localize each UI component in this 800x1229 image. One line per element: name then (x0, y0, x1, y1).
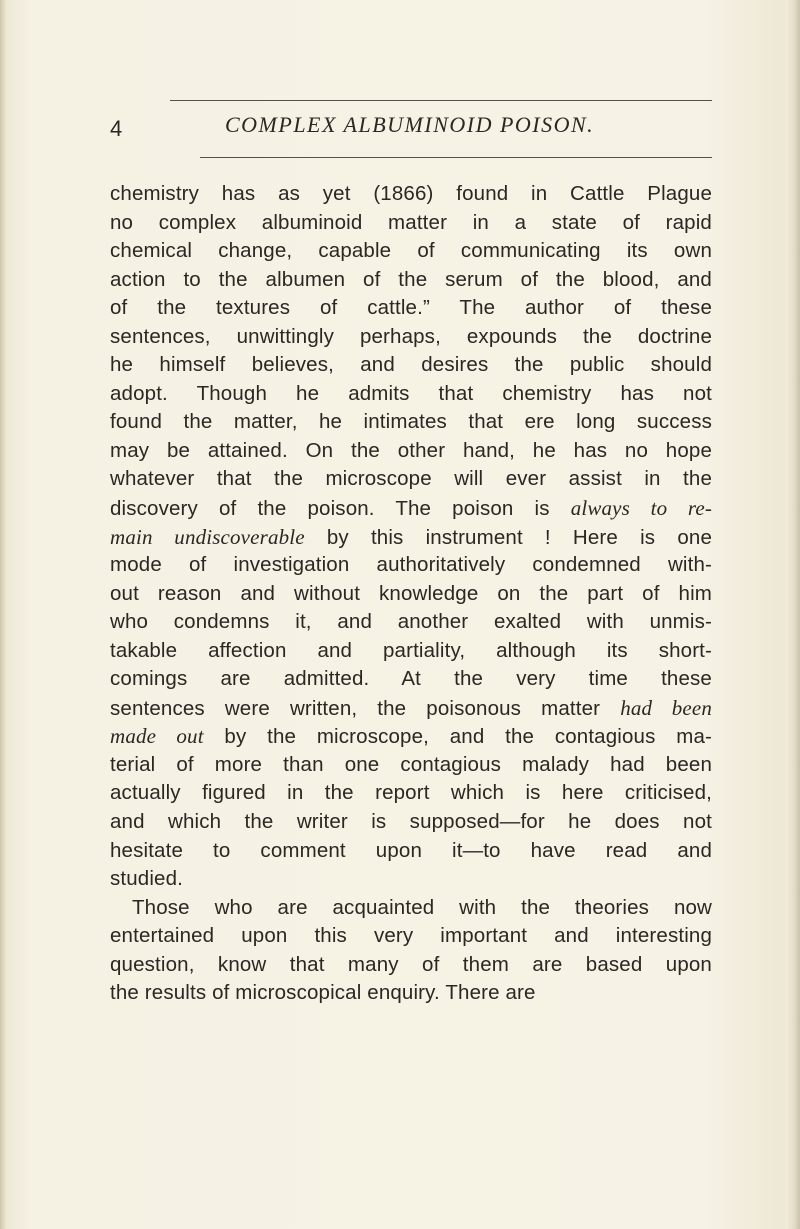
italic-run: main undiscoverable (110, 524, 305, 549)
header-rule-bottom (200, 157, 712, 158)
running-head: COMPLEX ALBUMINOID POISON. (225, 112, 595, 137)
text-line (110, 351, 712, 380)
text-line (110, 608, 712, 637)
text-run: no complex albuminoid matter in a state of rapid (110, 210, 712, 234)
body-text (110, 180, 712, 1008)
text-run: takable affection and partiality, although its short- (110, 638, 712, 662)
text-line (110, 979, 712, 1008)
page-number: 4 (110, 116, 123, 141)
paragraph (110, 894, 712, 1008)
text-run: actually figured in the report which is here criticised, (110, 781, 712, 805)
text-run: terial of more than one contagious malady had been (110, 752, 712, 776)
text-line (110, 380, 712, 409)
text-line (110, 779, 712, 808)
text-run: chemical change, capable of communicating its own (110, 239, 712, 263)
text-run: of the textures of cattle.” The author of these (110, 296, 712, 320)
text-run: by this instrument ! Here is one (304, 525, 712, 549)
text-run: comings are admitted. At the very time these (110, 667, 712, 691)
text-run: and which the writer is supposed—for he does not (110, 810, 712, 834)
italic-run: had been (620, 695, 712, 720)
text-run: sentences were written, the poisonous matter (110, 696, 621, 720)
text-run: Those who are acquainted with the theories now (132, 895, 712, 919)
text-run: who condemns it, and another exalted with unmis- (110, 610, 712, 634)
page-header (110, 112, 750, 142)
text-line (110, 580, 712, 609)
text-run: question, know that many of them are based upon (110, 952, 712, 976)
paragraph (110, 180, 712, 894)
text-run: the results of microscopical enquiry. There are (110, 981, 536, 1005)
text-run: by the microscope, and the contagious ma- (203, 725, 712, 749)
text-line (110, 523, 712, 552)
text-run: out reason and without knowledge on the part of him (110, 581, 712, 605)
page-left-edge (0, 0, 6, 1229)
text-run: discovery of the poison. The poison is (110, 497, 571, 521)
italic-run: always to re- (570, 496, 713, 521)
text-run: found the matter, he intimates that ere long success (110, 410, 712, 434)
text-run: adopt. Though he admits that chemistry has not (110, 381, 712, 405)
text-run: hesitate to comment upon it—to have read and (110, 838, 712, 862)
text-line (110, 294, 712, 323)
text-run: may be attained. On the other hand, he has no hope (110, 438, 712, 462)
text-line (110, 266, 712, 295)
text-line (110, 751, 712, 780)
text-run: whatever that the microscope will ever assist in the (110, 467, 712, 491)
text-run: studied. (110, 867, 183, 891)
text-line (110, 894, 712, 923)
text-line (110, 837, 712, 866)
text-line (110, 951, 712, 980)
text-run: he himself believes, and desires the public should (110, 353, 712, 377)
text-line (110, 494, 712, 523)
page-right-edge (786, 0, 800, 1229)
text-line (110, 637, 712, 666)
text-line (110, 323, 712, 352)
italic-run: made out (110, 724, 204, 749)
text-run: chemistry has as yet (1866) found in Cattle Plague (110, 182, 712, 205)
text-run: entertained upon this very important and interesting (110, 924, 712, 948)
text-line (110, 922, 712, 951)
header-rule-top (170, 100, 712, 101)
text-line (110, 465, 712, 494)
text-line (110, 209, 712, 238)
text-run: mode of investigation authoritatively condemned with- (110, 553, 712, 577)
text-line (110, 665, 712, 694)
text-line (110, 551, 712, 580)
text-line (110, 865, 712, 894)
text-line (110, 694, 712, 723)
text-run: action to the albumen of the serum of the blood, and (110, 267, 712, 291)
text-line (110, 180, 712, 209)
text-line (110, 237, 712, 266)
text-line (110, 808, 712, 837)
text-line (110, 437, 712, 466)
text-line (110, 408, 712, 437)
text-run: sentences, unwittingly perhaps, expounds the doctrine (110, 324, 712, 348)
text-line (110, 722, 712, 751)
